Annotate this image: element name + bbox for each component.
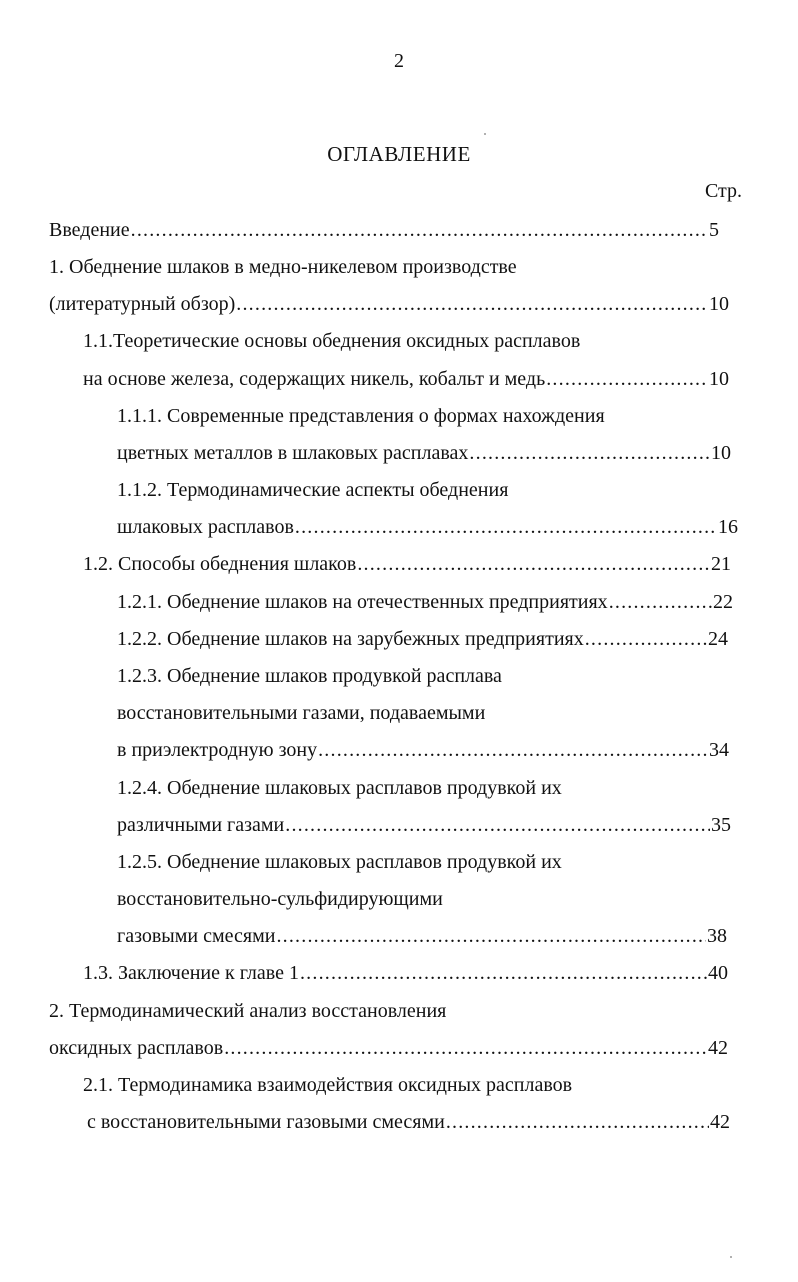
toc-entry-page: 34 [709, 739, 729, 761]
toc-entry-line[interactable]: 1.1.Теоретические основы обеднения оксидных расплавов [83, 330, 581, 352]
dot-leader [224, 1035, 707, 1061]
toc-entry[interactable] [83, 366, 729, 392]
dot-leader [469, 440, 710, 466]
dot-leader [276, 923, 706, 949]
toc-entry[interactable] [49, 217, 719, 243]
toc-entry-line[interactable]: 1.2.5. Обеднение шлаковых расплавов продувкой их [117, 851, 562, 873]
toc-entry-line[interactable]: восстановительными газами, подаваемыми [117, 702, 486, 724]
scan-speck [730, 1256, 732, 1258]
toc-entry-page: 10 [709, 368, 729, 390]
dot-leader [357, 551, 710, 577]
toc-entry-page: 35 [711, 814, 731, 836]
toc-entry-page: 24 [708, 628, 728, 650]
toc-entry-text: на основе железа, содержащих никель, кобальт и медь [83, 368, 546, 390]
toc-entry[interactable] [117, 812, 731, 838]
toc-entry-text: 1.2. Способы обеднения шлаков [83, 553, 357, 575]
toc-entry[interactable] [117, 626, 728, 652]
toc-entry[interactable] [117, 514, 738, 540]
toc-title: ОГЛАВЛЕНИЕ [327, 142, 471, 166]
toc-entry-line[interactable]: 2.1. Термодинамика взаимодействия оксидных расплавов [83, 1074, 573, 1096]
page-column-label: Стр. [704, 180, 742, 202]
scan-speck [484, 133, 486, 135]
toc-entry[interactable] [117, 589, 733, 615]
page-number: 2 [394, 50, 404, 72]
toc-entry-line[interactable]: 1.1.2. Термодинамические аспекты обеднения [117, 479, 509, 501]
toc-entry[interactable] [49, 291, 729, 317]
toc-entry[interactable] [87, 1109, 730, 1135]
toc-entry[interactable] [83, 960, 728, 986]
toc-entry-page: 16 [718, 516, 738, 538]
toc-entry-page: 22 [713, 591, 733, 613]
toc-entry-text: оксидных расплавов [49, 1037, 224, 1059]
toc-entry-line[interactable]: 1.2.4. Обеднение шлаковых расплавов продувкой их [117, 777, 562, 799]
toc-entry-line[interactable]: 1.1.1. Современные представления о формах нахождения [117, 405, 605, 427]
toc-entry-text: газовыми смесями [117, 925, 276, 947]
dot-leader [300, 960, 707, 986]
toc-entry-line[interactable]: 2. Термодинамический анализ восстановления [49, 1000, 447, 1022]
dot-leader [446, 1109, 709, 1135]
toc-entry-line[interactable]: восстановительно-сульфидирующими [117, 888, 443, 910]
dot-leader [609, 589, 712, 615]
toc-entry-page: 42 [710, 1111, 730, 1133]
toc-entry-text: (литературный обзор) [49, 293, 236, 315]
toc-entry-page: 42 [708, 1037, 728, 1059]
toc-entry-text: шлаковых расплавов [117, 516, 294, 538]
toc-entry-page: 10 [711, 442, 731, 464]
toc-entry[interactable] [117, 440, 731, 466]
toc-entry[interactable] [117, 737, 729, 763]
dot-leader [585, 626, 707, 652]
dot-leader [236, 291, 708, 317]
toc-entry-text: 1.2.2. Обеднение шлаков на зарубежных предприятиях [117, 628, 584, 650]
toc-entry-text: с восстановительными газовыми смесями [87, 1111, 445, 1133]
toc-entry-text: в приэлектродную зону [117, 739, 318, 761]
toc-entry-text: 1.2.1. Обеднение шлаков на отечественных предприятиях [117, 591, 608, 613]
toc-entry-text: Введение [49, 219, 130, 241]
dot-leader [131, 217, 708, 243]
toc-entry-page: 40 [708, 962, 728, 984]
toc-entry-page: 5 [709, 219, 719, 241]
toc-entry-page: 38 [707, 925, 727, 947]
dot-leader [285, 812, 710, 838]
dot-leader [295, 514, 717, 540]
toc-entry-page: 21 [711, 553, 731, 575]
toc-entry[interactable] [49, 1035, 728, 1061]
toc-entry-page: 10 [709, 293, 729, 315]
toc-entry-line[interactable]: 1. Обеднение шлаков в медно-никелевом производстве [49, 256, 517, 278]
toc-entry[interactable] [117, 923, 727, 949]
toc-entry-text: цветных металлов в шлаковых расплавах [117, 442, 469, 464]
toc-entry-line[interactable]: 1.2.3. Обеднение шлаков продувкой расплава [117, 665, 502, 687]
dot-leader [546, 366, 708, 392]
toc-entry-text: 1.3. Заключение к главе 1 [83, 962, 299, 984]
dot-leader [318, 737, 708, 763]
toc-entry-text: различными газами [117, 814, 285, 836]
toc-entry[interactable] [83, 551, 731, 577]
